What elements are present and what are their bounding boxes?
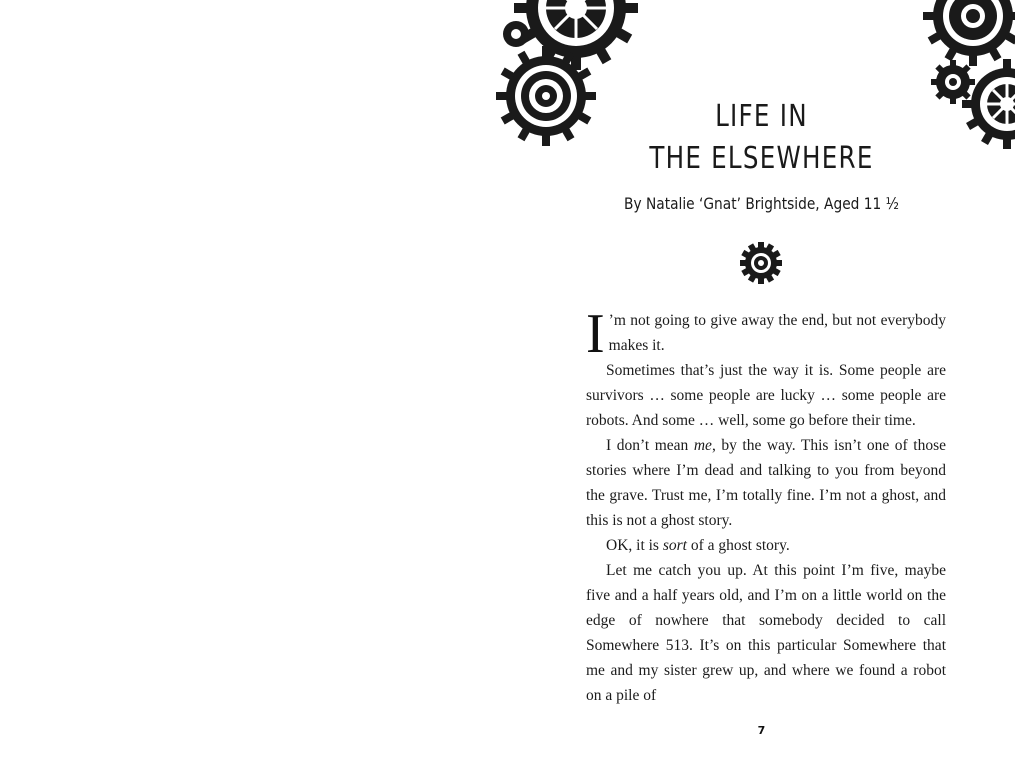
paragraph-4 bbox=[586, 533, 946, 558]
small-gear-icon bbox=[503, 21, 529, 47]
cog-icon bbox=[738, 240, 784, 286]
paragraph-3-text-b: , by the way. This isn’t one of those stories where I’m dead and talking to you from beyond the grave. Trust me, I’m totally fine. I’m not a ghost, and this is not a ghost story. bbox=[586, 437, 946, 529]
paragraph-3-emphasis: me bbox=[693, 437, 712, 454]
top-gear-icon bbox=[923, 0, 1015, 66]
paragraph-3 bbox=[586, 433, 946, 533]
paragraph-4-emphasis: sort bbox=[662, 537, 687, 554]
paragraph-4-text-a: OK, it is bbox=[606, 537, 663, 554]
author-byline: By Natalie ‘Gnat’ Brightside, Aged 11 ½ bbox=[624, 194, 899, 213]
chapter-body bbox=[586, 303, 946, 708]
paragraph-1 bbox=[586, 303, 946, 365]
drop-cap: I bbox=[586, 303, 605, 365]
right-gear-icon bbox=[962, 59, 1015, 149]
chapter-title-line-2: THE ELSEWHERE bbox=[649, 141, 874, 176]
paragraph-2: Sometimes that’s just the way it is. Some people are survivors … some people are lucky … some people are robots. And some … well, some go before their time. bbox=[586, 362, 946, 429]
chapter-title-line-1: LIFE IN bbox=[715, 99, 808, 134]
paragraph-1-text: ’m not going to give away the end, but not everybody makes it. bbox=[608, 312, 946, 354]
paragraph-3-text-a: I don’t mean bbox=[606, 437, 694, 454]
page-number: 7 bbox=[757, 724, 766, 737]
chapter-title bbox=[554, 96, 970, 180]
paragraph-4-text-b: of a ghost story. bbox=[686, 537, 790, 554]
paragraph-5: Let me catch you up. At this point I’m five, maybe five and a half years old, and I’m on a little world on the edge of nowhere that somebody decided to call Somewhere 513. It’s on this particular Somewhere that me and my sister grew up, and where we found a robot on a pile of bbox=[586, 562, 946, 704]
right-page bbox=[508, 0, 1015, 779]
